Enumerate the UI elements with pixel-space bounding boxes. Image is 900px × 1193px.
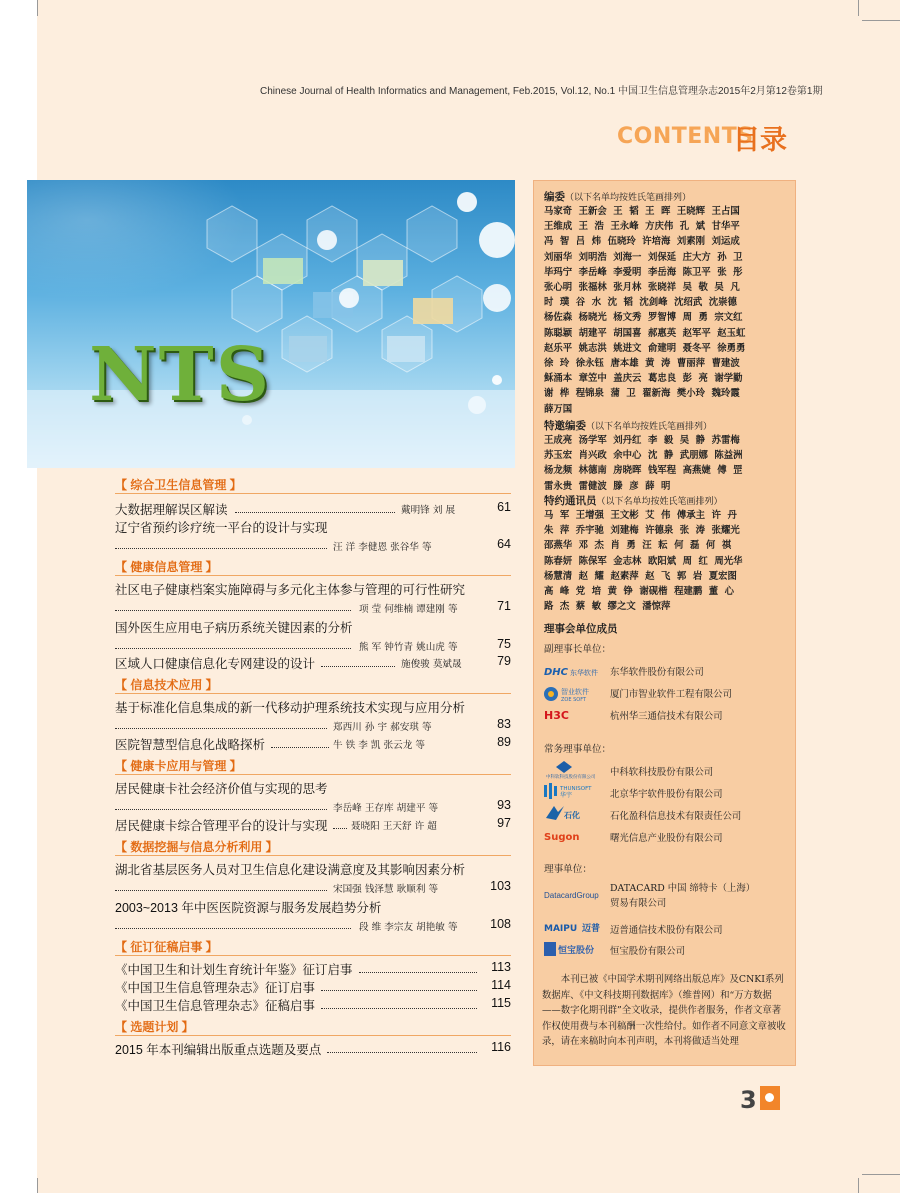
page-number: 3 [740, 1086, 757, 1114]
company-name: 曙光信息产业股份有限公司 [610, 833, 723, 844]
svg-text:DatacardGroup: DatacardGroup [544, 891, 599, 900]
toc-entry[interactable]: 大数据理解误区解读 戴明锋 刘 展 61 [115, 500, 511, 517]
indexing-notice: 本刊已被《中国学术期刊网络出版总库》及CNKI系列数据库、《中文科技期刊数据库》（维普网）和“万方数据——数字化期刊群”全文收录，提供作者服务，作者文章著作权使用费与本刊稿酬一次性给付。如作者不同意文章被收录，请在来稿时向本刊声明，本刊将做适当处理 [542, 974, 786, 1048]
svg-text:智业软件: 智业软件 [561, 688, 589, 696]
page-marker-icon [760, 1086, 780, 1110]
svg-text:Sugon: Sugon [544, 832, 580, 843]
company-name: 迈普通信技术股份有限公司 [610, 925, 723, 936]
editors-list: 马家奇 王新会 王 韬 王 晖 王晓辉 王占国 王维成 王 浩 王永峰 方庆伟 孔 斌 甘华平 冯 智 吕 炜 伍晓玲 许培海 刘素刚 刘运成 刘丽华 刘明浩 刘海一 刘保延 庄大方 孙 卫 毕玛宁 李岳峰 李爱明 李岳海 陈卫平 张 彤 张心明 张福林 张月林 张晓祥 吴 敬 吴 凡 时 璞 谷 水 沈 韬 沈剑峰 沈绍武 沈崇德 杨佐森 杨晓光 杨文秀 罗智博 周 勇 宗文红 陈聪颖 胡建平 胡国喜 郝惠英 赵军平 赵玉虹 赵乐平 姚志洪 姚进文 俞建明 聂冬平 徐勇勇 徐 玲 徐永钰 唐本雄 黄 涛 曹丽萍 曹建波 稣涌本 章笠中 盖庆云 葛忠良 彭 亮 谢学勤 谢 桦 程锦泉 蒲 卫 翟新海 樊小玲 魏玲霞 薛万国 [544, 206, 746, 415]
section-header: 【 选题计划 】 [115, 1018, 511, 1035]
crop-mark [862, 1174, 900, 1175]
thunisoft-logo [544, 782, 608, 800]
section-header: 【 健康信息管理 】 [115, 558, 511, 575]
section-header: 【 数据挖掘与信息分析利用 】 [115, 838, 511, 855]
correspondents-list: 马 军 王增强 王文彬 艾 伟 傅承主 许 丹 朱 萍 乔宇驰 刘建梅 许德泉 张 涛 张耀光 邵燕华 邓 杰 肖 勇 汪 耘 何 磊 何 祺 陈春妍 陈保军 金志林 欧阳斌 周 红 周光华 杨慧清 赵 耀 赵素萍 赵 飞 郭 岩 夏宏图 高 峰 党 培 黄 铮 谢砚楷 程建鹏 董 心 路 杰 蔡 敏 缪之文 潘惊萍 [544, 510, 743, 613]
toc-entry[interactable]: 《中国卫生和计划生育统计年鉴》征订启事 113 [115, 960, 511, 977]
company-name: 东华软件股份有限公司 [610, 667, 704, 678]
member-heading: 理事单位： [544, 864, 592, 875]
company-name: 恒宝股份有限公司 [610, 946, 686, 957]
svg-text:THUNISOFT: THUNISOFT [560, 786, 592, 792]
svg-text:石化: 石化 [564, 811, 580, 820]
toc-entry[interactable]: 国外医生应用电子病历系统关键因素的分析 熊 军 钟竹青 姚山虎 等 75 [115, 621, 511, 653]
vice-chair-heading: 副理事长单位： [544, 644, 612, 655]
banner-art [27, 180, 515, 468]
datacard-logo [544, 887, 614, 903]
toc-entry[interactable]: 《中国卫生信息管理杂志》征订启事 114 [115, 978, 511, 995]
company-name: 北京华宇软件股份有限公司 [610, 789, 723, 800]
editors-heading: 编委（以下名单均按姓氏笔画排列） [544, 191, 692, 203]
toc-entry[interactable]: 2015 年本刊编辑出版重点选题及要点 116 [115, 1040, 511, 1057]
crop-mark [37, 0, 38, 16]
dhc-logo [544, 663, 608, 679]
h3c-logo [544, 707, 608, 723]
contents-en: CONTENTS [617, 124, 754, 149]
section-header: 【 健康卡应用与管理 】 [115, 757, 511, 774]
toc-entry[interactable]: 湖北省基层医务人员对卫生信息化建设满意度及其影响因素分析 宋国强 钱泽慧 耿顺利 等 103 [115, 863, 511, 895]
special-editors-list: 王成亮 汤学军 刘丹红 李 毅 吴 静 苏雷梅 苏玉宏 肖兴政 余中心 沈 静 武朋娜 陈益洲 杨龙频 林德南 房晓晖 钱军程 高燕婕 傅 罡 雷永贵 雷健波 滕 彦 薛 明 [544, 435, 743, 492]
toc-entry[interactable]: 区域人口健康信息化专网建设的设计 施俊骏 莫斌晟 79 [115, 654, 511, 671]
hengbao-logo [544, 941, 608, 957]
company-name: 石化盈科信息技术有限责任公司 [610, 811, 742, 822]
svg-text:迈普: 迈普 [582, 924, 601, 934]
zoesoft-logo [544, 685, 608, 701]
crop-mark [858, 0, 859, 16]
section-header: 【 综合卫生信息管理 】 [115, 476, 511, 493]
svg-text:东华软件: 东华软件 [570, 669, 598, 677]
sinosoft-logo [544, 759, 608, 779]
toc-entry[interactable]: 《中国卫生信息管理杂志》征稿启事 115 [115, 996, 511, 1013]
toc-entry[interactable]: 2003~2013 年中医医院资源与服务发展趋势分析 段 维 李宗友 胡艳敏 等 108 [115, 901, 511, 933]
crop-mark [37, 1178, 38, 1193]
contents-cn: 目录 [733, 125, 787, 156]
company-name: 杭州华三通信技术有限公司 [610, 711, 723, 722]
crop-mark [862, 20, 900, 21]
company-name: DATACARD 中国 缔特卡（上海） 贸易有限公司 [610, 883, 756, 909]
contents-heading [587, 116, 797, 156]
svg-text:中科软科技股份有限公司: 中科软科技股份有限公司 [546, 775, 596, 779]
toc-entry[interactable]: 社区电子健康档案实施障碍与多元化主体参与管理的可行性研究 项 莹 何维楠 谭建刚 等 71 [115, 583, 511, 615]
svg-text:ZOE SOFT: ZOE SOFT [561, 697, 587, 703]
special-editors-heading: 特邀编委（以下名单均按姓氏笔画排列） [544, 420, 713, 432]
correspondents-heading: 特约通讯员（以下名单均按姓氏笔画排列） [544, 495, 723, 507]
toc-entry[interactable]: 基于标准化信息集成的新一代移动护理系统技术实现与应用分析 郑西川 孙 宇 郝安琪 等 83 [115, 701, 511, 733]
toc-entry[interactable]: 居民健康卡社会经济价值与实现的思考 李岳峰 王存库 胡建平 等 93 [115, 782, 511, 814]
banner-image [27, 180, 515, 468]
svg-text:华宇: 华宇 [560, 792, 573, 799]
maipu-logo [544, 919, 608, 935]
toc-entry[interactable]: 医院智慧型信息化战略探析 牛 铁 李 凯 张云龙 等 89 [115, 735, 511, 752]
editorial-board-panel [533, 180, 796, 1066]
company-name: 厦门市智业软件工程有限公司 [610, 689, 732, 700]
svg-text:DHC: DHC [544, 667, 569, 678]
sugon-logo [544, 828, 608, 844]
svg-text:恒宝股份: 恒宝股份 [558, 946, 595, 956]
crop-mark [858, 1178, 859, 1193]
standing-heading: 常务理事单位： [544, 744, 612, 755]
toc-entry[interactable]: 居民健康卡综合管理平台的设计与实现 聂晓阳 王天舒 许 超 97 [115, 816, 511, 833]
pcitc-logo [544, 804, 608, 822]
toc-entry[interactable]: 辽宁省预约诊疗统一平台的设计与实现 汪 洋 李健恩 张谷华 等 64 [115, 521, 511, 553]
section-header: 【 信息技术应用 】 [115, 676, 511, 693]
journal-header: Chinese Journal of Health Informatics and Management, Feb.2015, Vol.12, No.1 中国卫生信息管理杂志2015年2月第12卷第1期 [260, 86, 823, 97]
banner-title: NTS [89, 332, 272, 418]
svg-text:MAIPU: MAIPU [544, 924, 578, 934]
council-heading: 理事会单位成员 [544, 623, 618, 635]
company-name: 中科软科技股份有限公司 [610, 767, 714, 778]
section-header: 【 征订征稿启事 】 [115, 938, 511, 955]
svg-text:H3C: H3C [544, 709, 569, 722]
